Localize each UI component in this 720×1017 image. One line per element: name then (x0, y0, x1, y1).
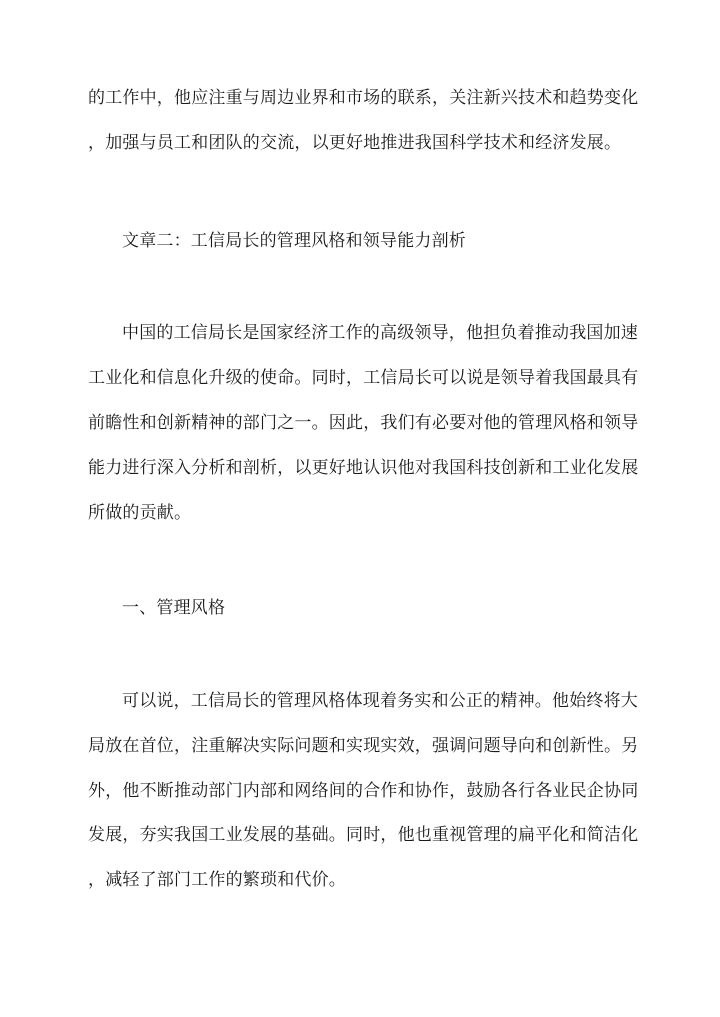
paragraph-line: 发展，夯实我国工业发展的基础。同时，他也重视管理的扁平化和简洁化 (88, 825, 639, 845)
article-title: 文章二：工信局长的管理风格和领导能力剖析 (122, 231, 466, 251)
paragraph-line: 能力进行深入分析和剖析，以更好地认识他对我国科技创新和工业化发展 (88, 458, 639, 478)
paragraph-line: 工业化和信息化升级的使命。同时，工信局长可以说是领导着我国最具有 (88, 368, 639, 388)
paragraph-line: 可以说，工信局长的管理风格体现着务实和公正的精神。他始终将大 (122, 691, 638, 711)
paragraph-line: 的工作中，他应注重与周边业界和市场的联系，关注新兴技术和趋势变化 (88, 88, 639, 108)
paragraph-line: ，加强与员工和团队的交流，以更好地推进我国科学技术和经济发展。 (88, 133, 622, 153)
section-heading: 一、管理风格 (122, 598, 226, 618)
paragraph-line: 外，他不断推动部门内部和网络间的合作和协作，鼓励各行各业民企协同 (88, 781, 639, 801)
paragraph-line: 中国的工信局长是国家经济工作的高级领导，他担负着推动我国加速 (122, 323, 638, 343)
paragraph-line: 局放在首位，注重解决实际问题和实现实效，强调问题导向和创新性。另 (88, 736, 639, 756)
paragraph-line: 所做的贡献。 (88, 503, 192, 523)
paragraph-line: 前瞻性和创新精神的部门之一。因此，我们有必要对他的管理风格和领导 (88, 413, 639, 433)
paragraph-line: ，减轻了部门工作的繁琐和代价。 (88, 870, 346, 890)
